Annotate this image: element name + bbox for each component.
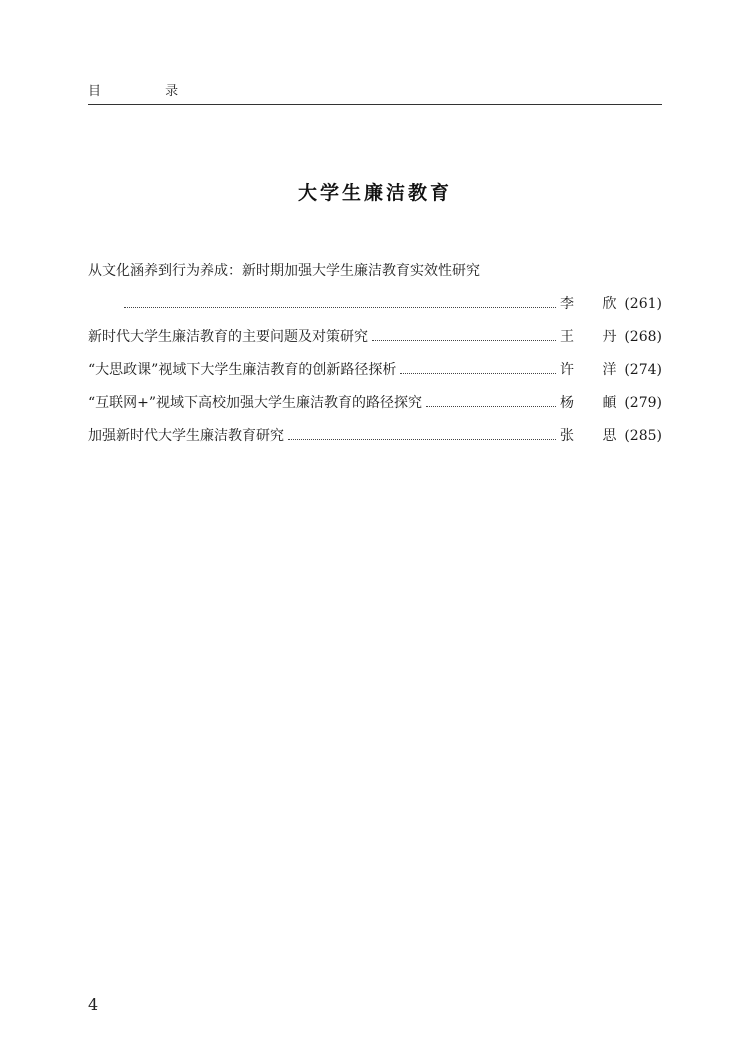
dot-leader — [426, 406, 556, 407]
toc-entry-author: 王 丹 — [560, 329, 629, 345]
page-number: 4 — [88, 995, 99, 1014]
section-title: 大学生廉洁教育 — [297, 182, 452, 204]
toc-entry-page: (274) — [624, 362, 662, 378]
dot-leader — [400, 373, 556, 374]
toc-entry-author: 李 欣 — [560, 296, 629, 312]
dot-leader — [124, 307, 556, 308]
toc-entry-author: 张 思 — [560, 428, 629, 444]
table-of-contents — [88, 262, 662, 460]
toc-entry-title[interactable]: 从文化涵养到行为养成：新时期加强大学生廉洁教育实效性研究 — [88, 263, 480, 279]
toc-entry[interactable] — [88, 295, 662, 314]
toc-entry-page: (285) — [624, 428, 662, 444]
toc-entry[interactable] — [88, 394, 662, 413]
toc-entry-title: 加强新时代大学生廉洁教育研究 — [88, 428, 284, 444]
toc-entry-title: “互联网+”视域下高校加强大学生廉洁教育的路径探究 — [88, 395, 423, 411]
toc-entry[interactable] — [88, 328, 662, 347]
toc-entry-title: “大思政课”视域下大学生廉洁教育的创新路径探析 — [88, 362, 397, 378]
toc-entry[interactable] — [88, 427, 662, 446]
toc-entry-author: 杨 頔 — [560, 395, 629, 411]
toc-entry-page: (261) — [624, 296, 662, 312]
toc-entry-page: (279) — [624, 395, 662, 411]
dot-leader — [372, 340, 556, 341]
toc-entry-author: 许 洋 — [560, 362, 629, 378]
toc-entry[interactable] — [88, 361, 662, 380]
toc-entry-page: (268) — [624, 329, 662, 345]
header-rule — [88, 104, 662, 105]
dot-leader — [288, 439, 556, 440]
toc-entry-title: 新时代大学生廉洁教育的主要问题及对策研究 — [88, 329, 368, 345]
running-header: 目 录 — [88, 84, 209, 99]
